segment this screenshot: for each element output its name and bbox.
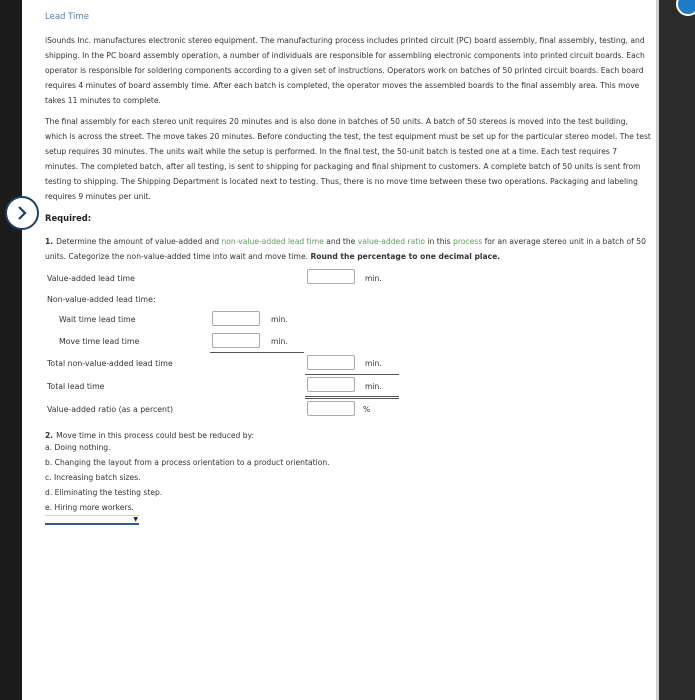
value-added-lead-time-unit: min. — [365, 274, 382, 283]
answer-dropdown[interactable] — [45, 515, 139, 525]
chevron-right-icon — [15, 205, 29, 221]
value-added-lead-time-label: Value-added lead time — [47, 274, 135, 283]
total-rule — [305, 374, 399, 375]
total-lead-time-input[interactable] — [307, 377, 355, 392]
question-1 — [45, 234, 651, 264]
problem-paragraph-2: The final assembly for each stereo unit requires 20 minutes and is also done in batches of 50 units. A batch of 50 stereos is moved into the test building, which is across the street. The move takes 20 minutes. Before conducting the test, the test equipment must be set up for the particular stereo model. The test setup requires 30 minutes. The units wait while the setup is performed. In the final test, the 50-unit batch is tested one at a time. Each test requires 7 minutes. The completed batch, after all testing, is sent to shipping for packaging and final shipment to customers. A complete batch of 50 units is sent from testing to shipping. The Shipping Department is located next to testing. Thus, there is no move time between these two operations. Packaging and labeling requires 9 minutes per unit. — [45, 117, 651, 201]
next-arrow-button[interactable] — [5, 196, 39, 230]
total-lead-time-label: Total lead time — [47, 382, 105, 391]
value-added-lead-time-input[interactable] — [307, 269, 355, 284]
section-title: Lead Time — [45, 12, 89, 22]
total-non-value-added-input[interactable] — [307, 355, 355, 370]
wait-time-label: Wait time lead time — [59, 315, 136, 324]
move-time-unit: min. — [271, 337, 288, 346]
question-2-text: Move time in this process could best be reduced by: — [56, 431, 255, 440]
option-e: e. Hiring more workers. — [45, 503, 134, 512]
move-time-label: Move time lead time — [59, 337, 140, 346]
option-b: b. Changing the layout from a process orientation to a product orientation. — [45, 458, 330, 467]
total-non-value-added-unit: min. — [365, 359, 382, 368]
question-2-number: 2. — [45, 431, 54, 440]
total-non-value-added-label: Total non-value-added lead time — [47, 359, 173, 368]
chevron-down-icon: ▼ — [133, 516, 138, 523]
value-added-ratio-input[interactable] — [307, 401, 355, 416]
question-2 — [45, 428, 254, 443]
double-rule-bottom — [305, 398, 399, 399]
question-1-number: 1. — [45, 237, 54, 246]
question-1-text-d: for an average stereo unit in a batch of 50 units. Categorize the non-value-added time into wait and move time. — [45, 237, 646, 261]
question-1-text-b: and the — [323, 237, 358, 246]
glossary-term-non-value-added-lead-time[interactable]: non-value-added lead time — [221, 237, 324, 246]
question-1-text-a: Determine the amount of value-added and — [56, 237, 222, 246]
wait-time-input[interactable] — [212, 311, 260, 326]
move-time-input[interactable] — [212, 333, 260, 348]
problem-paragraph-1: iSounds Inc. manufactures electronic stereo equipment. The manufacturing process includes printed circuit (PC) board assembly, final assembly, testing, and shipping. In the PC board assembly operation, a number of individuals are responsible for assembling electronic components into printed circuit boards. Each operator is responsible for soldering components according to a given set of instructions. Operators work on batches of 50 printed circuit boards. Each board requires 4 minutes of board assembly time. After each batch is completed, the operator moves the assembled boards to the final assembly area. This move takes 11 minutes to complete. — [45, 36, 645, 105]
wait-time-unit: min. — [271, 315, 288, 324]
option-d: d. Eliminating the testing step. — [45, 488, 163, 497]
non-value-added-header: Non-value-added lead time: — [47, 295, 156, 304]
option-a: a. Doing nothing. — [45, 443, 111, 452]
question-1-text-c: in this — [424, 237, 454, 246]
glossary-term-process[interactable]: process — [453, 237, 483, 246]
subtotal-rule — [210, 352, 304, 353]
double-rule-top — [305, 396, 399, 397]
rounding-instruction: Round the percentage to one decimal place. — [310, 252, 501, 261]
right-frame-bar — [659, 0, 695, 700]
left-frame-bar — [0, 0, 22, 700]
value-added-ratio-unit: % — [363, 405, 371, 414]
value-added-ratio-label: Value-added ratio (as a percent) — [47, 405, 174, 414]
option-c: c. Increasing batch sizes. — [45, 473, 141, 482]
glossary-term-value-added-ratio[interactable]: value-added ratio — [357, 237, 425, 246]
required-label: Required: — [45, 213, 92, 223]
total-lead-time-unit: min. — [365, 382, 382, 391]
